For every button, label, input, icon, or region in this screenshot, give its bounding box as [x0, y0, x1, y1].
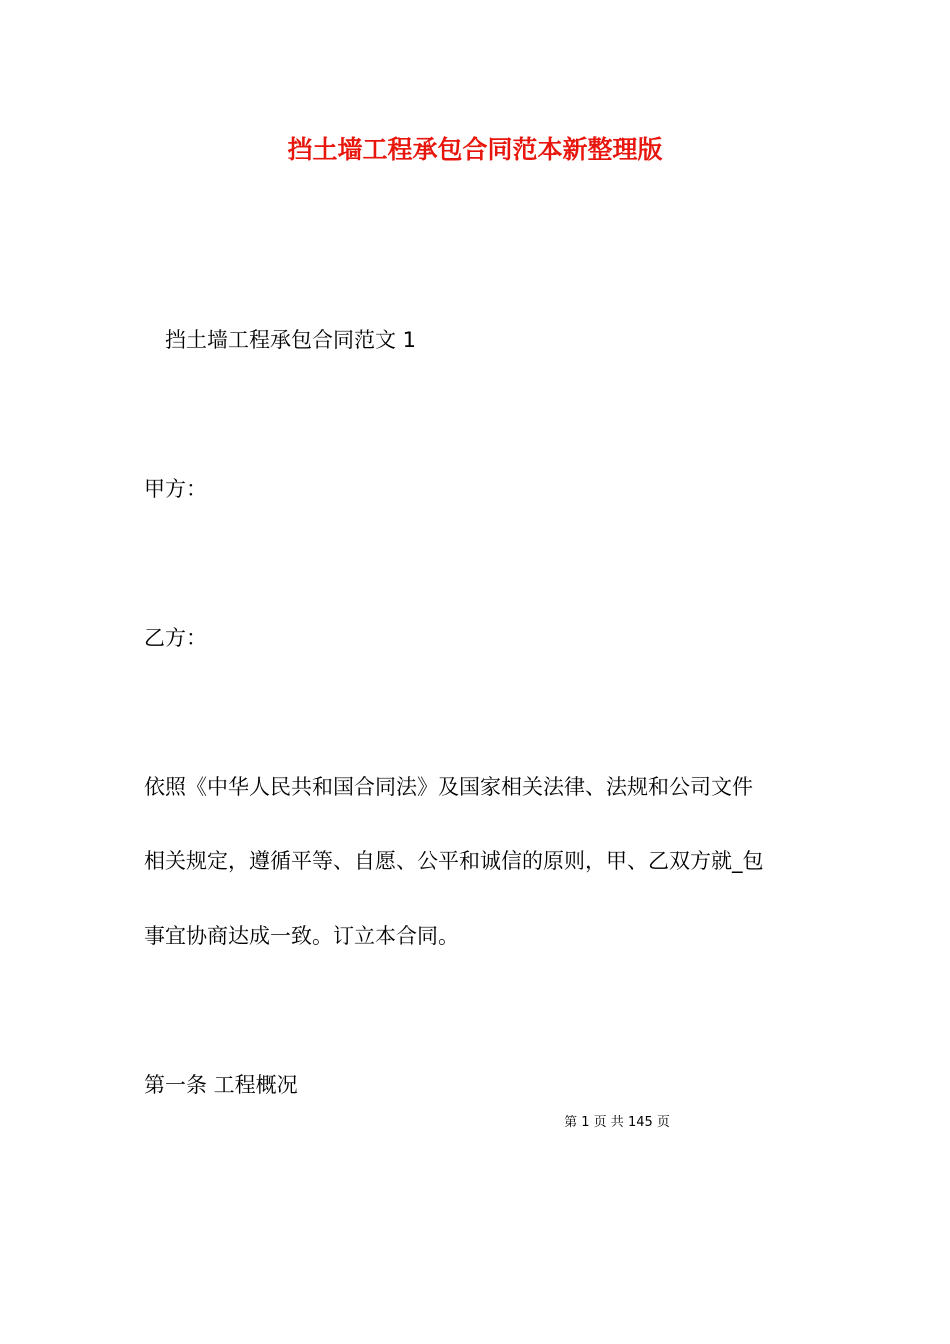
party-a-label: 甲方： — [144, 477, 207, 501]
paragraph-line: 事宜协商达成一致。订立本合同。 — [144, 924, 459, 948]
party-b-label: 乙方： — [144, 626, 207, 650]
contract-subtitle: 挡土墙工程承包合同范文 1 — [165, 328, 417, 352]
page-number-footer — [0, 1113, 950, 1133]
document-title: 挡土墙工程承包合同范本新整理版 — [287, 135, 663, 164]
section-heading: 第一条 工程概况 — [144, 1073, 298, 1097]
paragraph-line: 相关规定，遵循平等、自愿、公平和诚信的原则，甲、乙双方就_包 — [144, 849, 764, 873]
page-label-mid: 页 共 — [593, 1115, 624, 1130]
page-label-suffix: 页 — [656, 1115, 670, 1130]
current-page-number: 1 — [581, 1115, 590, 1130]
paragraph-line: 依照《中华人民共和国合同法》及国家相关法律、法规和公司文件 — [144, 775, 753, 799]
total-pages-number: 145 — [627, 1115, 653, 1130]
page-label-prefix: 第 — [564, 1115, 578, 1130]
